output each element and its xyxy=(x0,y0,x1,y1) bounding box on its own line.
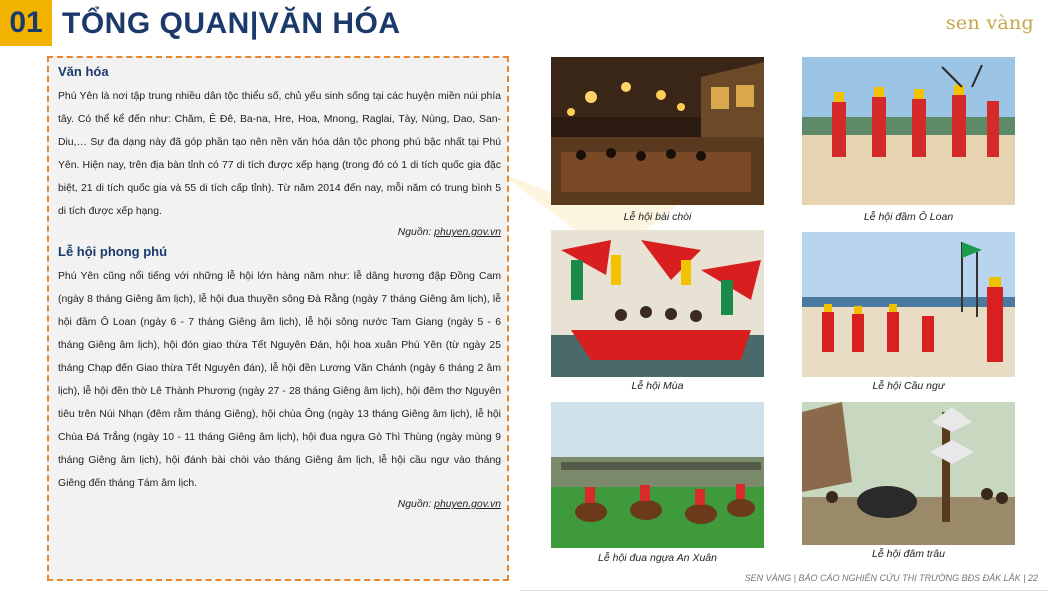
festival-paragraph: Phú Yên cũng nổi tiếng với những lễ hội lớn hàng năm như: lễ dâng hương đập Đồng Cam (ngày 8 tháng Giêng âm lịch), lễ hội đua thuyền sông Đà Rằng (ngày 7 tháng Giêng âm lịch), lễ hội đầm Ô Loan (ngày 6 - 7 tháng Giêng âm lịch), lễ hội sông nước Tam Giang (ngày 5 - 6 tháng Giêng âm lịch), hội đón giao thừa Tết Nguyên Đán, hội hoa xuân Phú Yên (từ ngày 25 tháng Chạp đến Giao thừa Tết Nguyên đán), lễ hội đền Lương Văn Chánh (ngày 6 tháng 2 âm lịch), lễ hội đền thờ Lê Thành Phương (ngày 27 - 28 tháng Giêng âm lịch), hội đêm thơ Nguyên tiêu trên Núi Nhạn (đêm rằm tháng Giêng), hội chùa Ông (ngày 13 tháng Giêng âm lịch), lễ hội Chùa Đá Trắng (ngày 10 - 11 tháng Giêng âm lịch), hội đua ngựa Gò Thì Thùng (ngày mùng 9 tháng Giêng âm lịch), hội đánh bài chòi vào tháng Giêng âm lịch, lễ hội cầu ngư vào tháng Giêng đến tháng Tám âm lịch. xyxy=(58,271,501,489)
culture-source-link[interactable]: phuyen.gov.vn xyxy=(434,227,501,238)
caption-cau-ngu: Lễ hội Cầu ngư xyxy=(872,380,945,392)
caption-bai-choi: Lễ hội bài chòi xyxy=(623,211,692,223)
text-panel xyxy=(47,56,509,581)
culture-paragraph: Phú Yên là nơi tập trung nhiều dân tộc thiểu số, chủ yếu sinh sống tại các huyện miền núi phía tây. Có thể kể đến như: Chăm, Ê Đê, Ba-na, Hre, Hoa, Mnong, Raglai, Tày, Nùng, Dao, San-Diu,… Sự đa dạng này đã góp phần tạo nên nền văn hóa dân tộc phong phú bậc nhất tại Phú Yên. Hiện nay, trên địa bàn tỉnh có 77 di tích được xếp hạng (trong đó có 1 di tích quốc gia đặc biệt, 21 di tích quốc gia và 55 di tích cấp tỉnh). Từ năm 2014 đến nay, mỗi năm có trung bình 5 di tích được xếp hạng. xyxy=(58,91,501,217)
photo-dam-trau xyxy=(802,402,1015,545)
festival-source xyxy=(58,499,501,510)
footer-divider xyxy=(520,590,1048,591)
brand-logo xyxy=(946,12,1034,34)
festival-source-label: Nguồn: xyxy=(397,499,435,510)
photo-bai-choi xyxy=(551,57,764,205)
section-number: 01 xyxy=(0,0,52,46)
culture-heading: Văn hóa xyxy=(58,64,109,79)
page-footer: SEN VÀNG | BÁO CÁO NGHIÊN CỨU THỊ TRƯỜNG BĐS ĐẮK LẮK | 22 xyxy=(744,573,1038,583)
photo-dam-o-loan xyxy=(802,57,1015,205)
festival-source-link[interactable]: phuyen.gov.vn xyxy=(434,499,501,510)
caption-dua-ngua: Lễ hội đua ngựa An Xuân xyxy=(598,552,717,564)
photo-cau-ngu xyxy=(802,232,1015,377)
brand-logo-text: sen vàng xyxy=(945,12,1034,34)
caption-le-hoi-mua: Lễ hội Mùa xyxy=(631,380,684,392)
photo-dua-ngua xyxy=(551,402,764,548)
caption-dam-trau: Lễ hội đâm trâu xyxy=(872,548,945,560)
caption-dam-o-loan: Lễ hội đầm Ô Loan xyxy=(863,211,954,223)
culture-source-label: Nguồn: xyxy=(397,227,435,238)
culture-source xyxy=(58,227,501,238)
festival-heading: Lễ hội phong phú xyxy=(58,244,168,259)
page-title: TỔNG QUAN|VĂN HÓA xyxy=(62,7,401,40)
photo-le-hoi-mua xyxy=(551,230,764,377)
